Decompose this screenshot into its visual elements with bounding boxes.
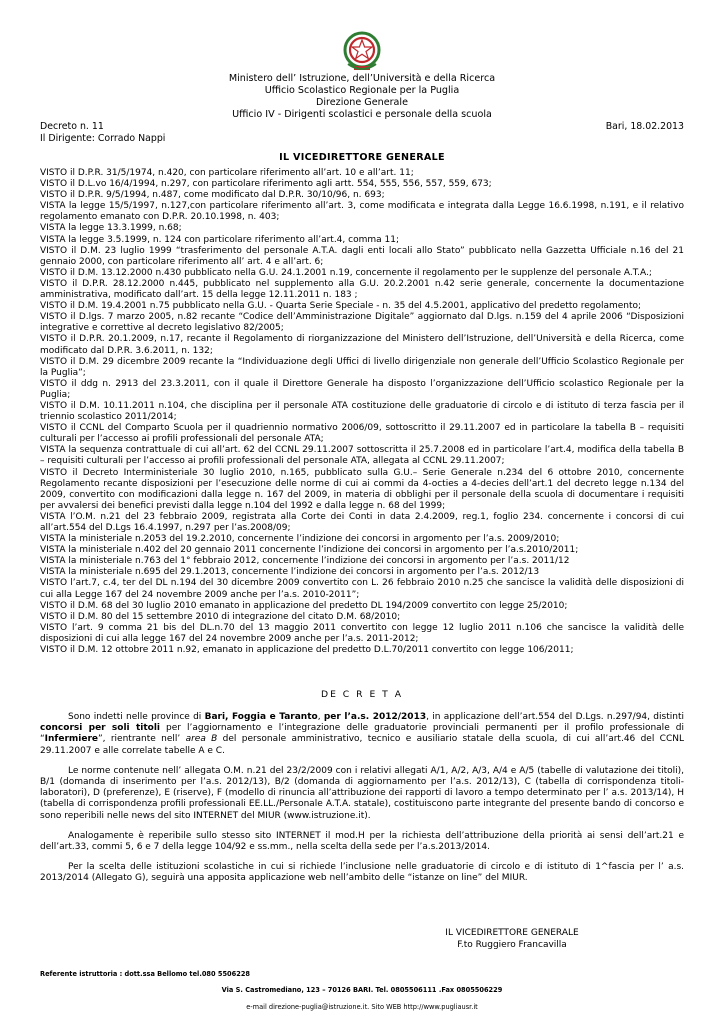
visto-item: VISTO il D.P.R. 9/5/1994, n.487, come modificato dal D.P.R. 30/10/96, n. 693;: [40, 190, 385, 201]
visto-item: VISTO il D.M. 10.11.2011 n.104, che disciplina per il personale ATA costituzione delle graduatorie di circolo e di istituto di terza fascia per il triennio scolastico 2011/2014;: [40, 400, 684, 423]
visto-item: VISTA la ministeriale n.695 del 29.1.2013, concernente l’indizione dei concorsi in argomento per l’a.s. 2012/13: [40, 567, 540, 578]
signature-name: F.to Ruggiero Francavilla: [457, 939, 567, 950]
visto-item: VISTO il D.M. 23 luglio 1999 “trasferimento del personale A.T.A. dagli enti locali allo Stato” pubblicato nella Gazzetta Ufficiale n.16 del 21 gennaio 2000, con particolare riferimento all’ art. 4 e all’art. 6;: [40, 245, 684, 267]
footer-address: Via S. Castromediano, 123 – 70126 BARI. Tel. 0805506111 .Fax 0805506229: [221, 986, 503, 994]
decreta-heading: DE C R E T A: [321, 689, 403, 700]
visto-item: VISTA l’O.M. n.21 del 23 febbraio 2009, registrata alla Corte dei Conti in data 2.4.2009, reg.1, foglio 234. concernente i concorsi di cui all’art.554 del D.Lgs 16.4.1997, n.297 per l’as.2008/09;: [40, 511, 684, 533]
visto-item: VISTO il CCNL del Comparto Scuola per il quadriennio normativo 2006/09, sottoscritto il 29.11.2007 ed in particolare la tabella B – requisiti culturali per l’accesso ai profili professionali del personale ATA;: [40, 423, 684, 445]
visto-item: VISTO il Decreto Interministeriale 30 luglio 2010, n.165, pubblicato sulla G.U.– Serie Generale n.234 del 6 ottobre 2010, concernente Regolamento recante disposizioni per l’esecuzione delle norme di cui ai commi da 4-octies a 4-decies dell’art.1 del decreto legge n.134 del 2009, convertito con modificazioni dalla legge n. 167 del 2009, in materia di obblighi per il personale della scuola di documentare i requisiti per avvalersi dei benefici previsti dalla legge n.104 del 1992 e dalla legge n. 68 del 1999;: [40, 467, 684, 511]
visto-item: VISTO il D.lgs. 7 marzo 2005, n.82 recante “Codice dell’Amministrazione Digitale” aggiornato dal D.lgs. n.159 del 4 aprile 2006 “Disposizioni integrative e correttive al decreto legislativo 82/2005;: [40, 312, 684, 334]
visto-item: VISTA la legge 3.5.1999, n. 124 con particolare riferimento all’art.4, comma 11;: [40, 234, 399, 245]
visto-list: [40, 168, 684, 656]
visto-item: VISTO il D.M. 13.12.2000 n.430 pubblicato nella G.U. 24.1.2001 n.19, concernente il regolamento per le supplenze del personale A.T.A.;: [40, 267, 652, 278]
visto-item: VISTO il D.M. 12 ottobre 2011 n.92, emanato in applicazione del predetto D.L.70/2011 convertito con legge 106/2011;: [40, 645, 574, 656]
visto-item: VISTO il D.P.R. 20.1.2009, n.17, recante il Regolamento di riorganizzazione del Ministero dell’Istruzione, dell’Università e della Ricerca, come modificato dal D.P.R. 3.6.2011, n. 132;: [40, 334, 684, 356]
decreta-paragraph-3: Analogamente è reperibile sullo stesso sito INTERNET il mod.H per la richiesta dell’attribuzione della priorità ai sensi dell’art.21 e dell’art.33, commi 5, 6 e 7 della legge 104/92 e ss.mm., nella scelta della sede per l’a.s.2013/2014.: [40, 830, 684, 853]
visto-item: VISTA la sequenza contrattuale di cui all’art. 62 del CCNL 29.11.2007 sottoscritta il 25.7.2008 ed in particolare l’art.4, modifica della tabella B – requisiti culturali per l’accesso ai profili professionali del personale ATA, allegata al CCNL 29.11.2007;: [40, 445, 684, 467]
office-name: Ufficio Scolastico Regionale per la Puglia: [264, 85, 460, 96]
visto-item: VISTO l’art.7, c.4, ter del DL n.194 del 30 dicembre 2009 convertito con L. 26 febbraio 2010 n.25 che sancisce la validità delle disposizioni di cui alla Legge 167 del 24 novembre 2009 anche per l’a.s. 2010-2011”;: [40, 578, 684, 600]
unit-name: Ufficio IV - Dirigenti scolastici e personale della scuola: [232, 109, 492, 120]
referent-info: Referente istruttoria : dott.ssa Bellomo tel.080 5506228: [40, 970, 250, 978]
document-title: IL VICEDIRETTORE GENERALE: [279, 152, 445, 163]
visto-item: VISTO il D.M. 68 del 30 luglio 2010 emanato in applicazione del predetto DL 194/2009 convertito con legge 25/2010;: [40, 600, 568, 611]
visto-item: VISTO il D.M. 29 dicembre 2009 recante la “Individuazione degli Uffici di livello dirigenziale non generale dell’Ufficio Scolastico Regionale per la Puglia”;: [40, 356, 684, 378]
visto-item: VISTA la legge 15/5/1997, n.127,con particolare riferimento all’art. 3, come modificata e integrata dalla Legge 16.6.1998, n.191, e il relativo regolamento emanato con D.P.R. 20.10.1998, n. 403;: [40, 201, 684, 223]
visto-item: VISTO il D.P.R. 31/5/1974, n.420, con particolare riferimento all’art. 10 e all’art. 11;: [40, 168, 414, 178]
signature-role: IL VICEDIRETTORE GENERALE: [445, 928, 579, 938]
visto-item: VISTA la ministeriale n.402 del 20 gennaio 2011 concernente l’indizione dei concorsi in argomento per l’a.s.2010/2011;: [40, 545, 579, 556]
visto-item: VISTO il D.M. 19.4.2001 n.75 pubblicato nella G.U. - Quarta Serie Speciale - n. 35 del 4.5.2001, applicativo del predetto regolamento;: [40, 301, 642, 312]
visto-item: VISTO il D.L.vo 16/4/1994, n.297, con particolare riferimento agli artt. 554, 555, 556, 557, 559, 673;: [40, 179, 492, 190]
italian-republic-emblem-icon: [342, 30, 382, 74]
decreta-paragraph-4: Per la scelta delle istituzioni scolastiche in cui si richiede l’inclusione nelle graduatorie di circolo e di istituto di 1^fascia per l’ a.s. 2013/2014 (Allegato G), seguirà una apposita applicazione web nell’ambito delle “istanze on line” del MIUR.: [40, 862, 684, 884]
direction-name: Direzione Generale: [315, 97, 408, 108]
visto-item: VISTO l’art. 9 comma 21 bis del DL.n.70 del 13 maggio 2011 convertito con legge 12 luglio 2011 n.106 che sancisce la validità delle disposizioni di cui alla legge 167 del 24 novembre 2009 anche per l’a.s. 2011-2012;: [40, 622, 684, 644]
visto-item: VISTA la legge 13.3.1999, n.68;: [40, 223, 182, 234]
decreta-paragraph-1: Sono indetti nelle province di Bari, Foggia e Taranto, per l’a.s. 2012/2013, in applicazione dell’art.554 del D.Lgs. n.297/94, distinti concorsi per soli titoli per l’aggiornamento e l’integrazione delle graduatorie provinciali permanenti per il profilo professionale di “Infermiere”, rientrante nell’ area B del personale amministrativo, tecnico e ausiliario statale della scuola, di cui all’art.46 del CCNL 29.11.2007 e alle correlate tabelle A e C.: [40, 712, 684, 756]
place-date: Bari, 18.02.2013: [605, 121, 684, 132]
footer-contacts: e-mail direzione-puglia@istruzione.it. Sito WEB http://www.pugliausr.it: [246, 1003, 478, 1011]
ministry-name: Ministero dell’ Istruzione, dell’Università e della Ricerca: [228, 73, 496, 84]
visto-item: VISTO il D.M. 80 del 15 settembre 2010 di integrazione del citato D.M. 68/2010;: [40, 611, 401, 622]
visto-item: VISTO il ddg n. 2913 del 23.3.2011, con il quale il Direttore Generale ha disposto l’organizzazione dell’Ufficio scolastico Regionale per la Puglia;: [40, 378, 684, 400]
decreta-body: [40, 712, 684, 894]
decreta-paragraph-2: Le norme contenute nell’ allegata O.M. n.21 del 23/2/2009 con i relativi allegati A/1, A/2, A/3, A/4 e A/5 (tabelle di valutazione dei titoli), B/1 (domanda di inserimento per l’a.s. 2012/13), B/2 (domanda di aggiornamento per l’a.s. 2012/13), C (tabella di corrispondenza titoli- laboratori), D (preferenze), E (riserve), F (modello di rinuncia all’attribuzione dei rapporti di lavoro a tempo determinato per l’ a.s. 2013/14), H (tabella di corrispondenza profili professionali EE.LL./Personale A.T.A. statale), costituiscono parte integrante del presente bando di concorso e sono reperibili nelle news del sito INTERNET del MIUR (www.istruzione.it).: [40, 765, 684, 821]
decree-number: Decreto n. 11: [40, 121, 104, 132]
visto-item: VISTA la ministeriale n.2053 del 19.2.2010, concernente l’indizione dei concorsi in argomento per l’a.s. 2009/2010;: [40, 534, 560, 545]
visto-item: VISTO il D.P.R. 28.12.2000 n.445, pubblicato nel supplemento alla G.U. 20.2.2001 n.42 serie generale, concernente la documentazione amministrativa, modificato dall’art. 15 della legge 12.11.2011 n. 183 ;: [40, 278, 684, 301]
manager-name: Il Dirigente: Corrado Nappi: [40, 133, 166, 144]
signature-block: [412, 928, 612, 951]
visto-item: VISTA la ministeriale n.763 del 1° febbraio 2012, concernente l’indizione dei concorsi in argomento per l’a.s. 2011/12: [40, 556, 570, 567]
